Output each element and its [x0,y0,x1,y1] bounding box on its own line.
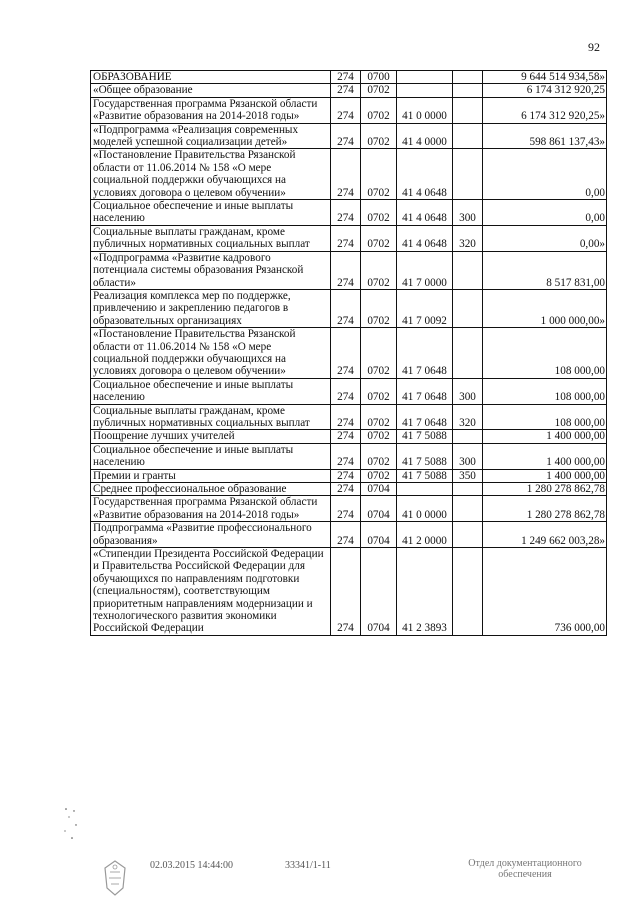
admin-code: 274 [331,225,361,251]
row-amount: 1 249 662 003,28» [483,522,607,548]
table-row [91,496,607,522]
registration-number: 33341/1-11 [285,860,331,871]
table-row [91,404,607,430]
row-name: Поощрение лучших учителей [91,430,331,443]
target-code: 41 4 0648 [397,225,453,251]
section-code: 0702 [361,404,397,430]
target-code: 41 4 0648 [397,149,453,200]
admin-code: 274 [331,430,361,443]
expense-type [453,328,483,379]
row-amount: 108 000,00 [483,404,607,430]
section-code: 0704 [361,483,397,496]
row-amount: 0,00 [483,149,607,200]
row-name: «Постановление Правительства Рязанской области от 11.06.2014 № 158 «О мере социальной поддержки обучающихся на условиях договора о целевом обучении» [91,149,331,200]
section-code: 0702 [361,443,397,469]
table-row [91,225,607,251]
table-row [91,289,607,327]
table-row [91,251,607,289]
row-amount: 6 174 312 920,25» [483,97,607,123]
expense-type: 300 [453,443,483,469]
expense-type [453,123,483,149]
row-amount: 0,00» [483,225,607,251]
row-name: ОБРАЗОВАНИЕ [91,71,331,84]
table-row [91,200,607,226]
row-name: Социальные выплаты гражданам, кроме публичных нормативных социальных выплат [91,404,331,430]
section-code: 0702 [361,225,397,251]
target-code: 41 2 0000 [397,522,453,548]
target-code: 41 7 0092 [397,289,453,327]
target-code: 41 7 5088 [397,469,453,482]
row-name: Социальное обеспечение и иные выплаты населению [91,378,331,404]
admin-code: 274 [331,84,361,97]
table-row [91,430,607,443]
expense-type: 320 [453,404,483,430]
row-name: «Постановление Правительства Рязанской области от 11.06.2014 № 158 «О мере социальной поддержки обучающихся на условиях договора о целевом обучении» [91,328,331,379]
target-code: 41 4 0000 [397,123,453,149]
row-name: Премии и гранты [91,469,331,482]
table-row [91,328,607,379]
expense-type [453,522,483,548]
section-code: 0702 [361,251,397,289]
admin-code: 274 [331,97,361,123]
row-amount: 736 000,00 [483,548,607,636]
row-name: «Подпрограмма «Реализация современных моделей успешной социализации детей» [91,123,331,149]
admin-code: 274 [331,149,361,200]
admin-code: 274 [331,404,361,430]
section-code: 0702 [361,84,397,97]
budget-table [90,70,607,636]
section-code: 0702 [361,200,397,226]
expense-type: 320 [453,225,483,251]
footer [0,858,640,898]
row-amount: 1 280 278 862,78 [483,496,607,522]
row-amount: 598 861 137,43» [483,123,607,149]
table-row [91,483,607,496]
expense-type: 300 [453,378,483,404]
admin-code: 274 [331,71,361,84]
row-amount: 6 174 312 920,25 [483,84,607,97]
section-code: 0702 [361,149,397,200]
table-row [91,548,607,636]
expense-type [453,496,483,522]
row-name: Среднее профессиональное образование [91,483,331,496]
row-name: «Общее образование [91,84,331,97]
section-code: 0702 [361,289,397,327]
target-code: 41 7 5088 [397,430,453,443]
row-name: Государственная программа Рязанской области «Развитие образования на 2014-2018 годы» [91,97,331,123]
row-name: Подпрограмма «Развитие профессионального образования» [91,522,331,548]
admin-code: 274 [331,289,361,327]
expense-type [453,251,483,289]
target-code [397,71,453,84]
admin-code: 274 [331,483,361,496]
section-code: 0702 [361,123,397,149]
admin-code: 274 [331,328,361,379]
row-amount: 1 000 000,00» [483,289,607,327]
expense-type [453,548,483,636]
target-code: 41 0 0000 [397,496,453,522]
target-code: 41 7 0648 [397,404,453,430]
section-code: 0702 [361,469,397,482]
row-amount: 0,00 [483,200,607,226]
target-code: 41 4 0648 [397,200,453,226]
table-row [91,443,607,469]
admin-code: 274 [331,378,361,404]
row-amount: 1 400 000,00 [483,469,607,482]
row-name: Государственная программа Рязанской области «Развитие образования на 2014-2018 годы» [91,496,331,522]
section-code: 0700 [361,71,397,84]
row-amount: 1 280 278 862,78 [483,483,607,496]
table-row [91,149,607,200]
admin-code: 274 [331,496,361,522]
expense-type [453,289,483,327]
row-amount: 9 644 514 934,58» [483,71,607,84]
section-code: 0702 [361,378,397,404]
target-code: 41 7 0000 [397,251,453,289]
row-name: «Стипендии Президента Российской Федерации и Правительства Российской Федерации для обучающихся по направлениям подготовки (специальностям), соответствующим приоритетным направлениям модернизации и технологического развития экономики Российской Федерации [91,548,331,636]
row-name: Социальное обеспечение и иные выплаты населению [91,443,331,469]
row-amount: 8 517 831,00 [483,251,607,289]
row-amount: 1 400 000,00 [483,430,607,443]
expense-type [453,84,483,97]
row-name: Социальные выплаты гражданам, кроме публичных нормативных социальных выплат [91,225,331,251]
section-code: 0704 [361,548,397,636]
department-stamp: Отдел документационного обеспечения [468,858,582,880]
expense-type [453,149,483,200]
expense-type: 350 [453,469,483,482]
section-code: 0704 [361,522,397,548]
admin-code: 274 [331,548,361,636]
target-code: 41 7 0648 [397,328,453,379]
table-row [91,84,607,97]
table-row [91,97,607,123]
scan-noise [62,805,82,845]
page-number: 92 [588,40,600,54]
target-code [397,483,453,496]
row-amount: 108 000,00 [483,378,607,404]
admin-code: 274 [331,123,361,149]
admin-code: 274 [331,469,361,482]
target-code: 41 0 0000 [397,97,453,123]
section-code: 0702 [361,328,397,379]
admin-code: 274 [331,522,361,548]
table-row [91,522,607,548]
target-code: 41 2 3893 [397,548,453,636]
table-row [91,71,607,84]
row-name: «Подпрограмма «Развитие кадрового потенциала системы образования Рязанской области» [91,251,331,289]
table-row [91,378,607,404]
coat-of-arms-icon [95,858,135,898]
table-row [91,123,607,149]
row-name: Реализация комплекса мер по поддержке, привлечению и закреплению педагогов в образовательных организациях [91,289,331,327]
admin-code: 274 [331,443,361,469]
section-code: 0704 [361,496,397,522]
expense-type [453,483,483,496]
section-code: 0702 [361,97,397,123]
table-row [91,469,607,482]
expense-type [453,71,483,84]
admin-code: 274 [331,200,361,226]
row-name: Социальное обеспечение и иные выплаты населению [91,200,331,226]
stamp-time: 02.03.2015 14:44:00 [150,860,234,871]
target-code: 41 7 5088 [397,443,453,469]
row-amount: 108 000,00 [483,328,607,379]
target-code [397,84,453,97]
row-amount: 1 400 000,00 [483,443,607,469]
expense-type [453,430,483,443]
section-code: 0702 [361,430,397,443]
target-code: 41 7 0648 [397,378,453,404]
expense-type: 300 [453,200,483,226]
expense-type [453,97,483,123]
admin-code: 274 [331,251,361,289]
